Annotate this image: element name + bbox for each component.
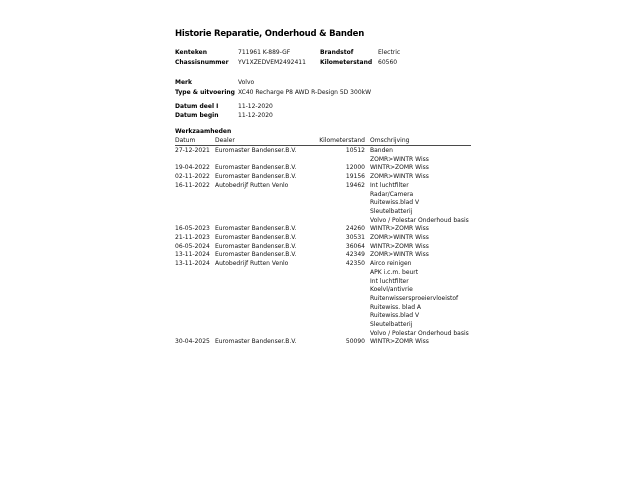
description-line: Ruitenwissersproeiervloeistof: [370, 294, 459, 302]
table-row: [175, 173, 471, 182]
description-line: APK i.c.m. beurt: [370, 268, 419, 276]
value-kilometerstand: 60560: [378, 58, 398, 66]
table-row: [175, 243, 471, 252]
info-row: [175, 48, 471, 58]
info-row: [175, 111, 471, 121]
entry-kilometerstand: 10512: [345, 147, 365, 154]
column-header-datum: Datum: [175, 136, 196, 144]
description-line: Banden: [370, 147, 393, 154]
description-line: Sleutelbatterij: [370, 207, 413, 215]
entry-date: 27-12-2021: [175, 147, 210, 154]
entry-descriptions: [370, 251, 471, 260]
entry-descriptions: [370, 260, 471, 338]
entry-kilometerstand: 19462: [345, 181, 365, 189]
entry-descriptions: [370, 338, 471, 347]
label-datum-deel-1: Datum deel I: [175, 102, 219, 110]
table-row: [175, 164, 471, 173]
dates-info-section: [175, 102, 471, 121]
entry-dealer: Euromaster Bandenser.B.V.: [215, 164, 297, 172]
entry-date: 13-11-2024: [175, 260, 210, 268]
label-chassisnummer: Chassisnummer: [175, 58, 229, 66]
entry-dealer: Euromaster Bandenser.B.V.: [215, 242, 297, 250]
description-line: ZOMR>WINTR Wiss: [370, 251, 429, 259]
entry-kilometerstand: 42349: [345, 251, 365, 259]
entry-date: 16-05-2023: [175, 225, 210, 233]
entry-kilometerstand: 50090: [345, 338, 365, 346]
table-header-row: [175, 137, 471, 145]
label-merk: Merk: [175, 79, 192, 86]
entry-descriptions: [370, 147, 471, 164]
table-row: [175, 182, 471, 226]
table-row: [175, 225, 471, 234]
entry-kilometerstand: 19156: [345, 173, 365, 181]
description-line: WINTR>ZOMR Wiss: [370, 164, 429, 172]
entry-descriptions: [370, 173, 471, 182]
value-kenteken: 711961 K-889-GF: [238, 49, 291, 56]
table-row: [175, 338, 471, 347]
value-datum-begin: 11-12-2020: [238, 112, 273, 119]
label-kenteken: Kenteken: [175, 49, 207, 56]
section-title-werkzaamheden: Werkzaamheden: [175, 128, 232, 135]
column-header-dealer: Dealer: [215, 136, 235, 144]
description-line: Ruitewiss.blad V: [370, 199, 420, 207]
entry-dealer: Euromaster Bandenser.B.V.: [215, 173, 297, 181]
entry-dealer: Autobedrijf Rutten Venlo: [215, 260, 289, 268]
label-brandstof: Brandstof: [320, 49, 354, 56]
entry-dealer: Autobedrijf Rutten Venlo: [215, 181, 289, 189]
description-line: ZOMR>WINTR Wiss: [370, 155, 429, 163]
label-kilometerstand: Kilometerstand: [320, 58, 373, 66]
entry-dealer: Euromaster Bandenser.B.V.: [215, 225, 297, 233]
info-row: [175, 88, 471, 98]
description-line: WINTR>ZOMR Wiss: [370, 242, 429, 250]
entry-descriptions: [370, 164, 471, 173]
table-row: [175, 251, 471, 260]
entry-descriptions: [370, 234, 471, 243]
entry-descriptions: [370, 225, 471, 234]
description-line: Koelvl/antivrie: [370, 286, 413, 294]
description-line: ZOMR>WINTR Wiss: [370, 234, 429, 242]
description-line: Radar/Camera: [370, 190, 414, 198]
value-datum-deel-1: 11-12-2020: [238, 102, 273, 110]
entry-date: 19-04-2022: [175, 164, 210, 172]
description-line: Int luchtfilter: [370, 181, 409, 189]
vehicle-info-section: [175, 78, 471, 97]
entry-kilometerstand: 12000: [345, 164, 365, 172]
entry-date: 30-04-2025: [175, 338, 210, 346]
description-line: WINTR>ZOMR Wiss: [370, 338, 429, 346]
value-chassisnummer: YV1XZEDVEM2492411: [238, 58, 306, 66]
description-line: Volvo / Polestar Onderhoud basis: [370, 216, 469, 224]
info-row: [175, 102, 471, 112]
column-header-omschrijving: Omschrijving: [370, 136, 410, 144]
entry-dealer: Euromaster Bandenser.B.V.: [215, 234, 297, 242]
value-brandstof: Electric: [378, 49, 401, 56]
entry-dealer: Euromaster Bandenser.B.V.: [215, 251, 297, 259]
registration-info-section: [175, 48, 471, 67]
label-datum-begin: Datum begin: [175, 112, 219, 119]
table-row: [175, 234, 471, 243]
entry-date: 06-05-2024: [175, 242, 210, 250]
info-row: [175, 58, 471, 68]
table-row: [175, 147, 471, 164]
table-row: [175, 260, 471, 338]
entry-date: 16-11-2022: [175, 181, 210, 189]
entry-kilometerstand: 24260: [345, 225, 365, 233]
entry-dealer: Euromaster Bandenser.B.V.: [215, 147, 297, 154]
info-row: [175, 78, 471, 88]
description-line: Ruitewiss. blad A: [370, 303, 422, 311]
description-line: Ruitewiss.blad V: [370, 312, 420, 320]
description-line: Int luchtfilter: [370, 277, 409, 285]
value-merk: Volvo: [238, 79, 255, 86]
description-line: Volvo / Polestar Onderhoud basis: [370, 329, 469, 337]
value-type-uitvoering: XC40 Recharge P8 AWD R-Design 5D 300kW: [238, 88, 372, 96]
entry-kilometerstand: 30531: [345, 234, 365, 242]
description-line: ZOMR>WINTR Wiss: [370, 173, 429, 181]
table-header-divider: [175, 145, 471, 146]
entry-dealer: Euromaster Bandenser.B.V.: [215, 338, 297, 346]
entry-date: 13-11-2024: [175, 251, 210, 259]
description-line: Sleutelbatterij: [370, 321, 413, 329]
label-type-uitvoering: Type & uitvoering: [175, 88, 235, 96]
description-line: Airco reinigen: [370, 260, 412, 268]
description-line: WINTR>ZOMR Wiss: [370, 225, 429, 233]
column-header-kilometerstand: Kilometerstand: [319, 136, 365, 144]
entry-kilometerstand: 36064: [345, 242, 365, 250]
entry-date: 02-11-2022: [175, 173, 210, 181]
entry-kilometerstand: 42350: [345, 260, 365, 268]
entry-descriptions: [370, 243, 471, 252]
page-title: Historie Reparatie, Onderhoud & Banden: [175, 29, 365, 39]
work-entries-list: [175, 147, 471, 347]
entry-date: 21-11-2023: [175, 234, 210, 242]
entry-descriptions: [370, 182, 471, 226]
